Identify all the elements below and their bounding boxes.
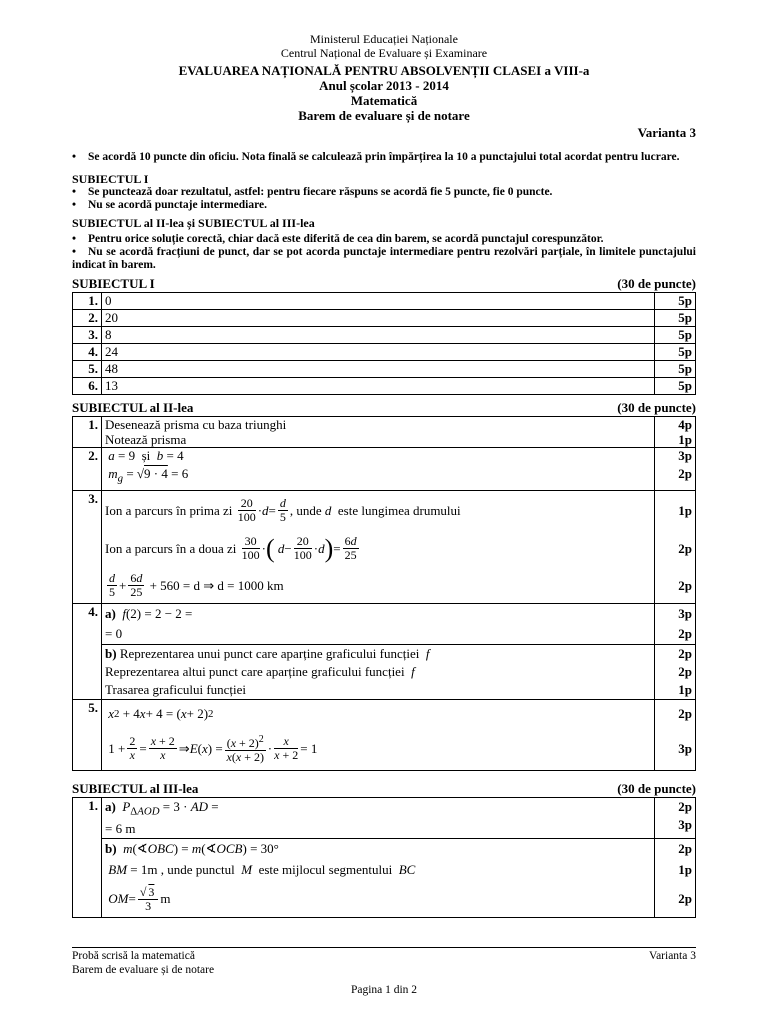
points: 3p xyxy=(678,605,692,621)
answer: 20 xyxy=(102,310,655,327)
s2-q3 xyxy=(73,490,696,603)
s1-row xyxy=(73,344,696,361)
rule-s1-2: • Nu se acordă punctaje intermediare. xyxy=(72,199,267,211)
answer-line: Ion a parcurs în prima zi $\frac{20}{100}$ · d = $\frac{d}{5}$ , unde d este lungimea drumului xyxy=(105,496,461,525)
answer-line: Notează prisma xyxy=(105,432,187,447)
school-year: Anul școlar 2013 - 2014 xyxy=(319,78,449,93)
points: 2p xyxy=(678,705,692,721)
answer-line: a = 9 și b = 4 xyxy=(108,448,184,463)
center-name: Centrul Național de Evaluare și Examinare xyxy=(280,46,488,60)
answer-line: = 0 xyxy=(105,625,123,641)
points: 5p xyxy=(655,378,696,395)
points: 3p xyxy=(678,448,692,463)
answer: 13 xyxy=(102,378,655,395)
points: 5p xyxy=(655,344,696,361)
points: 2p xyxy=(678,466,692,481)
s1-row xyxy=(73,378,696,395)
answer-line: $\frac{d}{5}$ + $\frac{6d}{25}$ + 560 = d ⇒ d = 1000 km xyxy=(109,571,284,600)
s2-q4a xyxy=(73,603,696,644)
s1-points: (30 de puncte) xyxy=(617,276,696,291)
answer-line: $m_g = √9 \cdot 4 = 6$ xyxy=(108,466,189,485)
footer xyxy=(72,947,696,997)
s2-q5 xyxy=(73,699,696,770)
points: 5p xyxy=(655,310,696,327)
q-number: 2. xyxy=(73,448,102,491)
s3-q1b xyxy=(73,839,696,918)
footer-left2: Barem de evaluare și de notare xyxy=(72,964,215,976)
q-number: 1. xyxy=(73,417,102,448)
points: 2p xyxy=(678,577,692,593)
points: 1p xyxy=(678,432,692,447)
points: 2p xyxy=(678,841,692,857)
answer-line: BM = 1m , unde punctul M este mijlocul segmentului BC xyxy=(108,862,416,878)
answer: 8 xyxy=(102,327,655,344)
answer-line: OM = $\frac{√ 3}{3}$ m xyxy=(108,884,171,913)
points: 3p xyxy=(678,816,692,832)
points: 2p xyxy=(678,645,692,661)
page xyxy=(72,32,696,918)
points: 2p xyxy=(678,798,692,814)
s2-q1 xyxy=(73,417,696,448)
s1-table xyxy=(72,292,696,395)
s3-points: (30 de puncte) xyxy=(617,780,696,796)
rules-s1-title: SUBIECTUL I xyxy=(72,172,149,186)
answer: 24 xyxy=(102,344,655,361)
s1-row xyxy=(73,327,696,344)
points: 3p xyxy=(678,740,692,756)
q-number: 5. xyxy=(73,699,102,770)
q-number: 5. xyxy=(73,361,102,378)
s3-heading xyxy=(72,781,696,797)
rule-s23-2: • Nu se acordă fracțiuni de punct, dar se pot acorda punctaje intermediare pentru rezolvări parțiale, în limitele punctajului indicat în barem. xyxy=(72,246,696,271)
answer-line: a) $P_{\Delta AOD} = 3$ · AD = xyxy=(105,798,219,818)
answer: 0 xyxy=(102,293,655,310)
answer-line: Desenează prisma cu baza triunghi xyxy=(105,417,287,432)
rule-s23-1: • Pentru orice soluție corectă, chiar dacă este diferită de cea din barem, se acordă punctajul corespunzător. xyxy=(72,233,604,245)
s2-points: (30 de puncte) xyxy=(617,400,696,415)
q-number: 4. xyxy=(73,344,102,361)
s1-row xyxy=(73,293,696,310)
q-number: 4. xyxy=(73,603,102,699)
answer: 48 xyxy=(102,361,655,378)
footer-left1: Probă scrisă la matematică xyxy=(72,950,195,962)
answer-line: x 2 + 4 x + 4 = ( x + 2) 2 xyxy=(108,705,214,721)
answer-line: Reprezentarea altui punct care aparține graficului funcției f xyxy=(105,663,415,679)
rule-s1-1: • Se punctează doar rezultatul, astfel: pentru fiecare răspuns se acordă fie 5 puncte, fie 0 puncte. xyxy=(72,186,553,198)
s2-heading xyxy=(72,400,696,416)
s1-row xyxy=(73,361,696,378)
answer-line: = 6 m xyxy=(105,821,136,837)
answer-line: 1 + $\frac{2}{x}$ = $\frac{x + 2}{x}$ ⇒ E ( x ) = $\frac{(x + 2)^2}{x(x + 2)}$ · $\frac{x}{x + 2}$ = 1 xyxy=(105,734,318,765)
points: 5p xyxy=(655,327,696,344)
points: 2p xyxy=(678,540,692,556)
s3-table xyxy=(72,797,696,919)
s2-q4b xyxy=(73,644,696,699)
s1-title: SUBIECTUL I xyxy=(72,276,155,291)
answer-line: Trasarea graficului funcției xyxy=(105,681,247,697)
doc-title: Barem de evaluare și de notare xyxy=(298,108,470,123)
exam-title: EVALUAREA NAȚIONALĂ PENTRU ABSOLVENȚII CLASEI a VIII-a xyxy=(178,63,590,78)
answer-line: b) Reprezentarea unui punct care aparține graficului funcției f xyxy=(105,645,430,661)
subject: Matematică xyxy=(350,93,418,108)
s2-q2 xyxy=(73,448,696,491)
q-number: 2. xyxy=(73,310,102,327)
rule-general: • Se acordă 10 puncte din oficiu. Nota finală se calculează prin împărțirea la 10 a punctajului total acordat pentru lucrare. xyxy=(72,151,680,163)
points: 2p xyxy=(678,663,692,679)
s1-heading xyxy=(72,276,696,292)
q-number: 1. xyxy=(73,797,102,918)
s3-q1a xyxy=(73,797,696,839)
q-number: 3. xyxy=(73,327,102,344)
answer-line: Ion a parcurs în a doua zi $\frac{30}{100}$ · ( d − $\frac{20}{100}$ · d ) = $\frac{6d}{25}$ xyxy=(105,533,357,563)
points: 1p xyxy=(678,681,692,697)
s2-title: SUBIECTUL al II-lea xyxy=(72,400,194,415)
points: 5p xyxy=(655,293,696,310)
q-number: 6. xyxy=(73,378,102,395)
points: 2p xyxy=(678,891,692,907)
q-number: 1. xyxy=(73,293,102,310)
footer-variant: Varianta 3 xyxy=(649,950,696,962)
variant: Varianta 3 xyxy=(637,125,696,140)
answer-line: b) m(∢OBC) = m(∢OCB) = 30° xyxy=(105,841,279,857)
points: 1p xyxy=(678,862,692,878)
answer-line: a) f(2) = 2 − 2 = xyxy=(105,605,193,621)
points: 1p xyxy=(678,502,692,518)
s2-table xyxy=(72,416,696,771)
page-number: Pagina 1 din 2 xyxy=(350,984,418,996)
q-number: 3. xyxy=(73,490,102,603)
points: 5p xyxy=(655,361,696,378)
s1-row xyxy=(73,310,696,327)
s3-title: SUBIECTUL al III-lea xyxy=(72,780,199,796)
points: 2p xyxy=(678,625,692,641)
rules-s23-title: SUBIECTUL al II-lea și SUBIECTUL al III-lea xyxy=(72,216,315,230)
ministry: Ministerul Educației Naționale xyxy=(310,32,458,46)
points: 4p xyxy=(678,417,692,432)
